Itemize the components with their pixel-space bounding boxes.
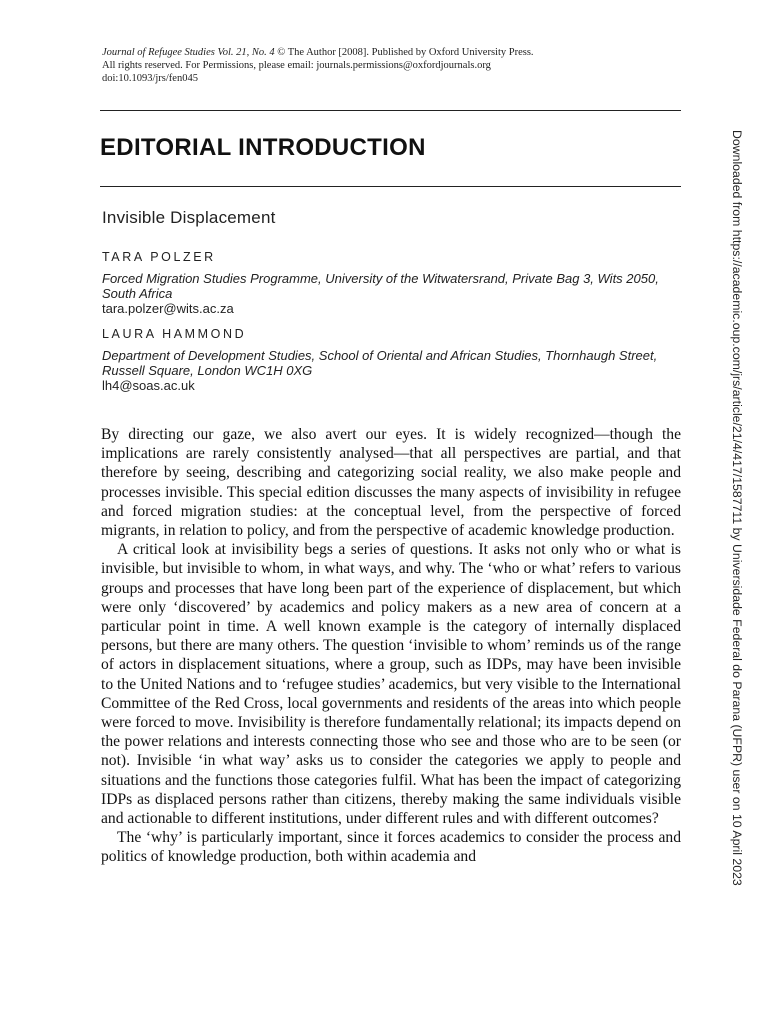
author-email: lh4@soas.ac.uk: [102, 378, 195, 393]
section-title: EDITORIAL INTRODUCTION: [100, 134, 426, 161]
journal-citation: Journal of Refugee Studies Vol. 21, No. 4: [102, 47, 275, 58]
journal-header: [102, 46, 702, 85]
rights-line: All rights reserved. For Permissions, please email: journals.permissions@oxfordjournals.org: [102, 60, 491, 71]
body-paragraph: The ‘why’ is particularly important, since it forces academics to consider the process and politics of knowledge production, both within academia and: [101, 829, 681, 866]
top-divider: [100, 110, 681, 111]
doi-line: doi:10.1093/jrs/fen045: [102, 73, 198, 84]
author-affiliation: Department of Development Studies, School of Oriental and African Studies, Thornhaugh Street, Russell Square, London WC1H 0XG: [102, 348, 658, 378]
download-watermark: Downloaded from https://academic.oup.com/jrs/article/21/4/417/1587711 by Universidade Federal do Parana (UFPR) user on 10 April 2023: [730, 130, 744, 886]
author-block: [102, 250, 682, 316]
article-title: Invisible Displacement: [102, 208, 276, 227]
author-block: [102, 327, 682, 393]
author-affiliation: Forced Migration Studies Programme, University of the Witwatersrand, Private Bag 3, Wits 2050, South Africa: [102, 271, 659, 301]
author-name: TARA POLZER: [102, 250, 216, 264]
body-paragraph: A critical look at invisibility begs a series of questions. It asks not only who or what is invisible, but invisible to whom, in what ways, and why. The ‘who or what’ refers to various groups and processes that have long been part of the experience of displacement, but which were only ‘discovered’ by academics and policy makers as a new area of concern at a particular point in time. A well known example is the category of internally displaced persons, but there are many others. The question ‘invisible to whom’ reminds us of the range of actors in displacement situations, where a group, such as IDPs, may have been invisible to the United Nations and to ‘refugee studies’ academics, but very visible to the International Committee of the Red Cross, local governments and residents of the areas into which people were forced to move. Invisibility is therefore fundamentally relational; its impacts depend on the power relations and interests connecting those who see and those who are to be seen (or not). Invisible ‘in what way’ asks us to consider the categories we apply to people and situations and the functions those categories fulfil. What has been the impact of categorizing IDPs as displaced persons rather than citizens, thereby making the same individuals visible and actionable to different institutions, under different rules and with different outcomes?: [101, 541, 681, 828]
copyright-text: © The Author [2008]. Published by Oxford University Press.: [274, 47, 534, 58]
citation-line: [102, 46, 702, 59]
author-name: LAURA HAMMOND: [102, 327, 247, 341]
article-body: [101, 425, 681, 867]
body-paragraph: By directing our gaze, we also avert our eyes. It is widely recognized—though the implications are rarely consistently analysed—that all perspectives are partial, and that therefore by seeing, describing and categorizing social reality, we also make people and processes invisible. This special edition discusses the many aspects of invisibility in refugee and forced migration studies: at the conceptual level, from the perspective of forced migrants, in relation to policy, and from the perspective of academic knowledge production.: [101, 426, 681, 540]
title-divider: [100, 186, 681, 187]
author-email: tara.polzer@wits.ac.za: [102, 301, 234, 316]
